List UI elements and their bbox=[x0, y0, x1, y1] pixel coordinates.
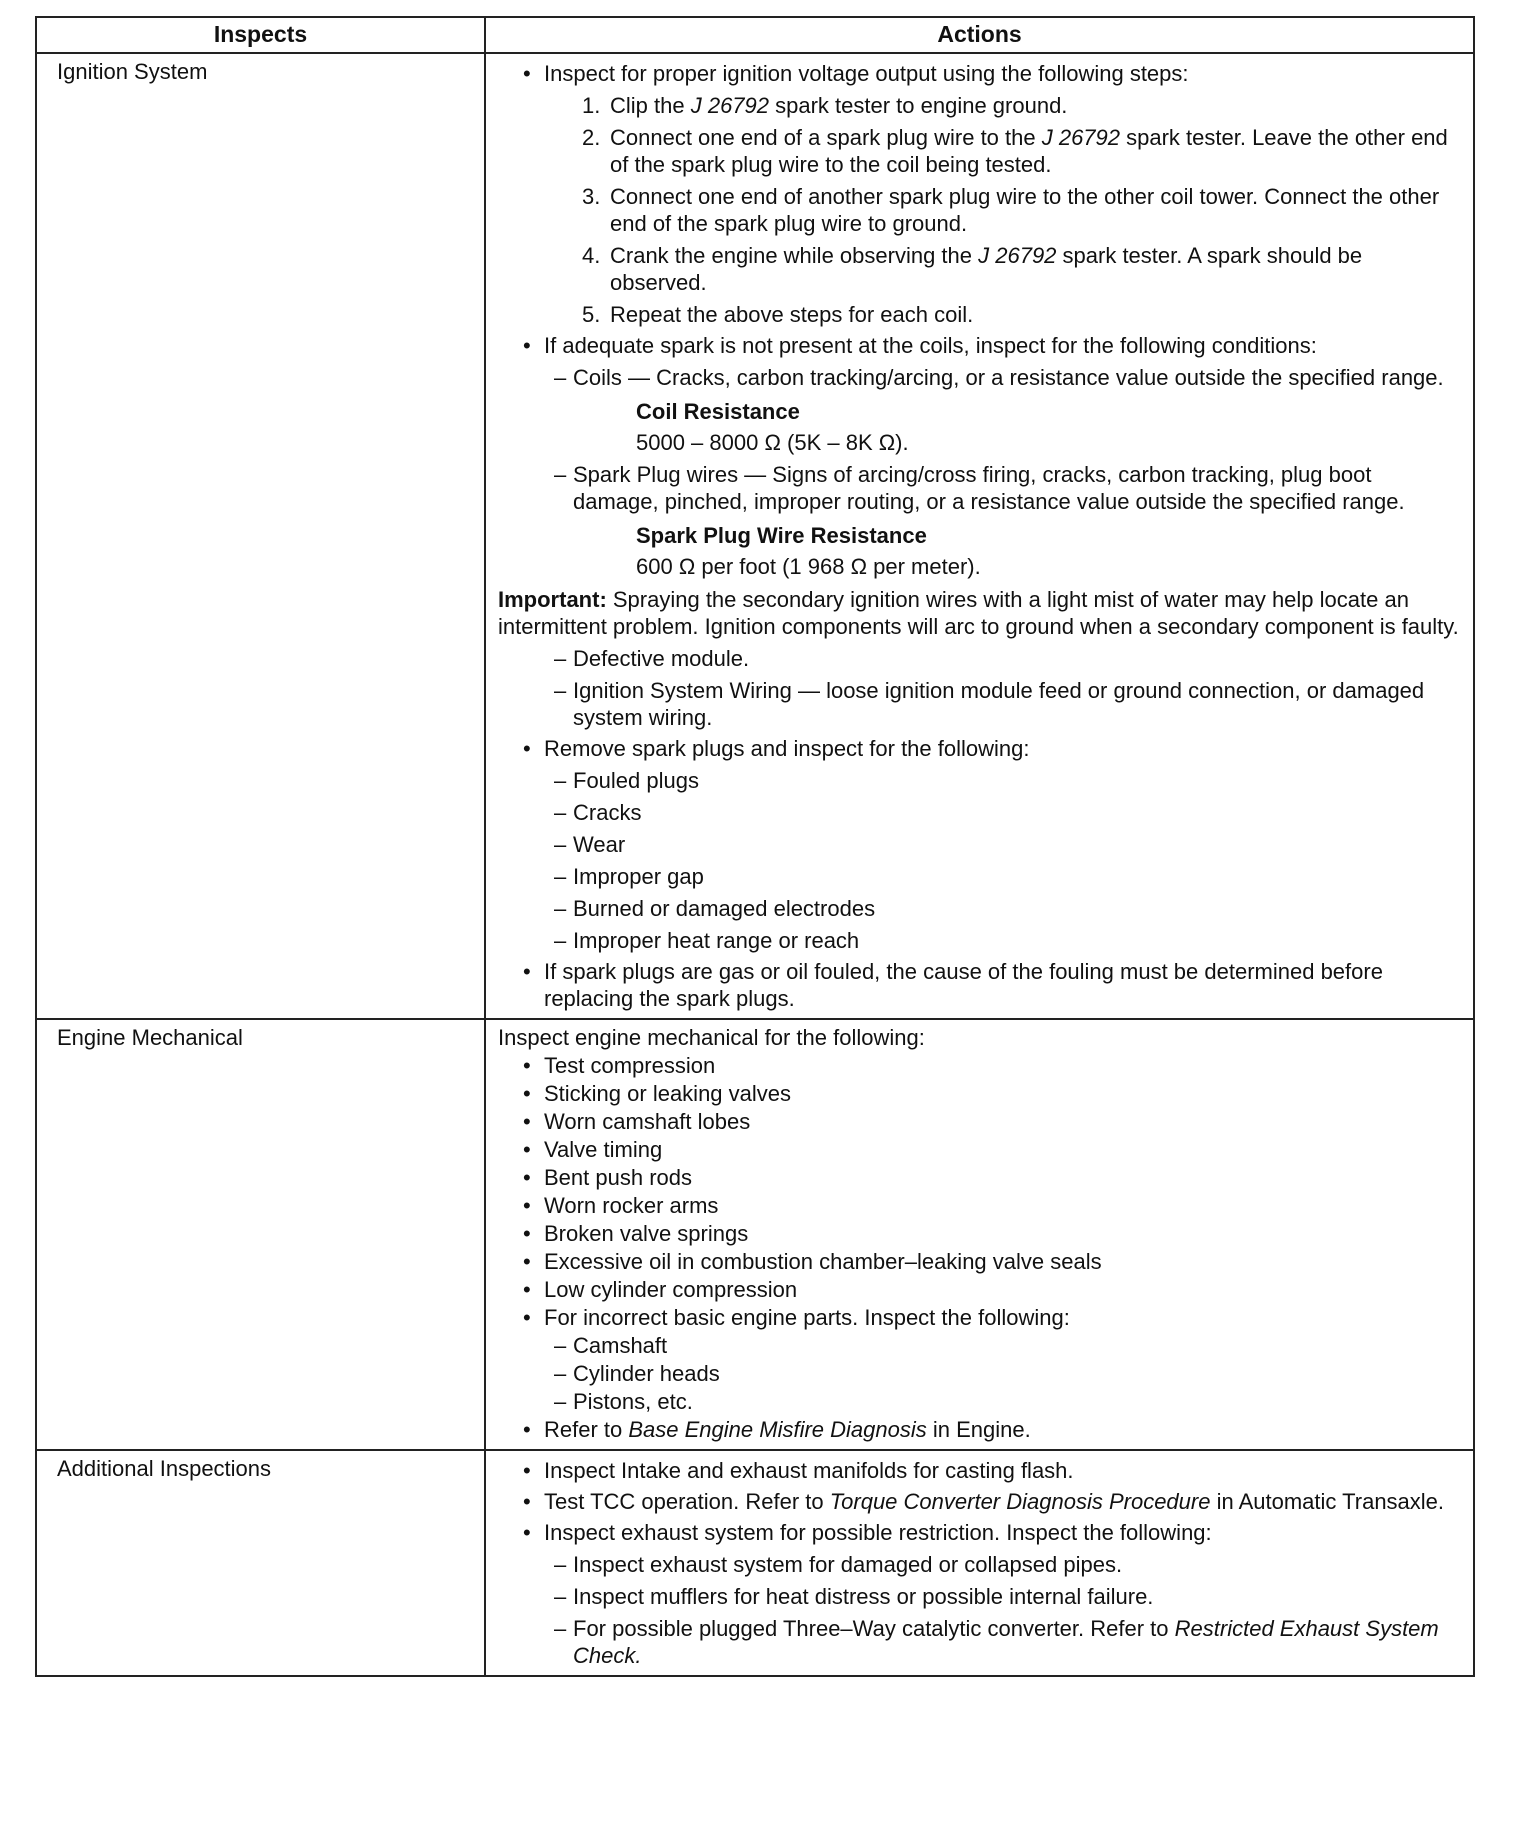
list-item: – Pistons, etc. bbox=[498, 1388, 1461, 1415]
wire-resistance-value: 600 Ω per foot (1 968 Ω per meter). bbox=[636, 554, 981, 579]
actions-additional bbox=[485, 1450, 1474, 1676]
list-item: • Worn camshaft lobes bbox=[498, 1108, 1461, 1135]
dash-defective-module: – Defective module. bbox=[498, 645, 1461, 672]
list-item: • Sticking or leaking valves bbox=[498, 1080, 1461, 1107]
list-item: – Wear bbox=[498, 831, 1461, 858]
dash-exhaust-pipes: – Inspect exhaust system for damaged or collapsed pipes. bbox=[498, 1551, 1461, 1578]
header-actions: Actions bbox=[485, 17, 1474, 53]
header-inspects: Inspects bbox=[36, 17, 485, 53]
dash-catalytic-converter: – For possible plugged Three–Way catalytic converter. Refer to Restricted Exhaust System Check. bbox=[498, 1615, 1461, 1669]
inspect-label-ignition: Ignition System bbox=[36, 53, 485, 1019]
list-item: – Cracks bbox=[498, 799, 1461, 826]
inspect-label-additional: Additional Inspections bbox=[36, 1450, 485, 1676]
list-item: – Cylinder heads bbox=[498, 1360, 1461, 1387]
header-row bbox=[36, 17, 1474, 53]
actions-ignition bbox=[485, 53, 1474, 1019]
step-item: 4. Crank the engine while observing the J 26792 spark tester. A spark should be observed. bbox=[582, 243, 1363, 295]
list-item: • Test compression bbox=[498, 1052, 1461, 1079]
bullet-tcc: • Test TCC operation. Refer to Torque Converter Diagnosis Procedure in Automatic Transaxle. bbox=[498, 1488, 1461, 1515]
row-engine-mechanical bbox=[36, 1019, 1474, 1450]
bullet-manifolds: • Inspect Intake and exhaust manifolds for casting flash. bbox=[498, 1457, 1461, 1484]
list-item: – Improper heat range or reach bbox=[498, 927, 1461, 954]
bullet-exhaust: • Inspect exhaust system for possible restriction. Inspect the following: bbox=[498, 1519, 1461, 1546]
mechanical-intro: Inspect engine mechanical for the following: bbox=[498, 1025, 925, 1050]
wire-resistance-title: Spark Plug Wire Resistance bbox=[636, 523, 927, 548]
important-note: Important: Spraying the secondary ignition wires with a light mist of water may help locate an intermittent problem. Ignition components will arc to ground when a secondary component is faulty. bbox=[498, 587, 1459, 639]
list-item: • Broken valve springs bbox=[498, 1220, 1461, 1247]
dash-mufflers: – Inspect mufflers for heat distress or possible internal failure. bbox=[498, 1583, 1461, 1610]
list-item: – Burned or damaged electrodes bbox=[498, 895, 1461, 922]
list-item: • Bent push rods bbox=[498, 1164, 1461, 1191]
bullet-refer-misfire: • Refer to Base Engine Misfire Diagnosis in Engine. bbox=[498, 1416, 1461, 1443]
step-item: 3. Connect one end of another spark plug wire to the other coil tower. Connect the other end of the spark plug wire to ground. bbox=[582, 184, 1440, 236]
dash-spark-plug-wires: – Spark Plug wires — Signs of arcing/cross firing, cracks, carbon tracking, plug boot damage, pinched, improper routing, or a resistance value outside the specified range. bbox=[498, 461, 1461, 515]
bullet-remove-plugs: • Remove spark plugs and inspect for the following: bbox=[498, 735, 1461, 762]
list-item: – Camshaft bbox=[498, 1332, 1461, 1359]
row-ignition-system bbox=[36, 53, 1474, 1019]
list-item: • Worn rocker arms bbox=[498, 1192, 1461, 1219]
step-item: 2. Connect one end of a spark plug wire to the J 26792 spark tester. Leave the other end of the spark plug wire to the coil being tested. bbox=[582, 125, 1448, 177]
step-item: 1. Clip the J 26792 spark tester to engine ground. bbox=[582, 93, 1068, 118]
list-item: • Low cylinder compression bbox=[498, 1276, 1461, 1303]
inspect-label-mechanical: Engine Mechanical bbox=[36, 1019, 485, 1450]
list-item: • Excessive oil in combustion chamber–leaking valve seals bbox=[498, 1248, 1461, 1275]
list-item: • Valve timing bbox=[498, 1136, 1461, 1163]
step-item: 5. Repeat the above steps for each coil. bbox=[582, 302, 974, 327]
dash-coils: – Coils — Cracks, carbon tracking/arcing, or a resistance value outside the specified range. bbox=[498, 364, 1461, 391]
coil-resistance-title: Coil Resistance bbox=[636, 399, 800, 424]
bullet-no-spark: • If adequate spark is not present at the coils, inspect for the following conditions: bbox=[498, 332, 1461, 359]
actions-mechanical bbox=[485, 1019, 1474, 1450]
coil-resistance-value: 5000 – 8000 Ω (5K – 8K Ω). bbox=[636, 430, 909, 455]
dash-ignition-wiring: – Ignition System Wiring — loose ignition module feed or ground connection, or damaged system wiring. bbox=[498, 677, 1461, 731]
list-item: – Fouled plugs bbox=[498, 767, 1461, 794]
inspection-table bbox=[35, 16, 1475, 1677]
bullet-voltage-output: • Inspect for proper ignition voltage output using the following steps: bbox=[498, 60, 1461, 87]
list-item: – Improper gap bbox=[498, 863, 1461, 890]
bullet-fouled-plugs: • If spark plugs are gas or oil fouled, the cause of the fouling must be determined before replacing the spark plugs. bbox=[498, 958, 1461, 1012]
list-item: • For incorrect basic engine parts. Inspect the following: bbox=[498, 1304, 1461, 1331]
row-additional-inspections bbox=[36, 1450, 1474, 1676]
